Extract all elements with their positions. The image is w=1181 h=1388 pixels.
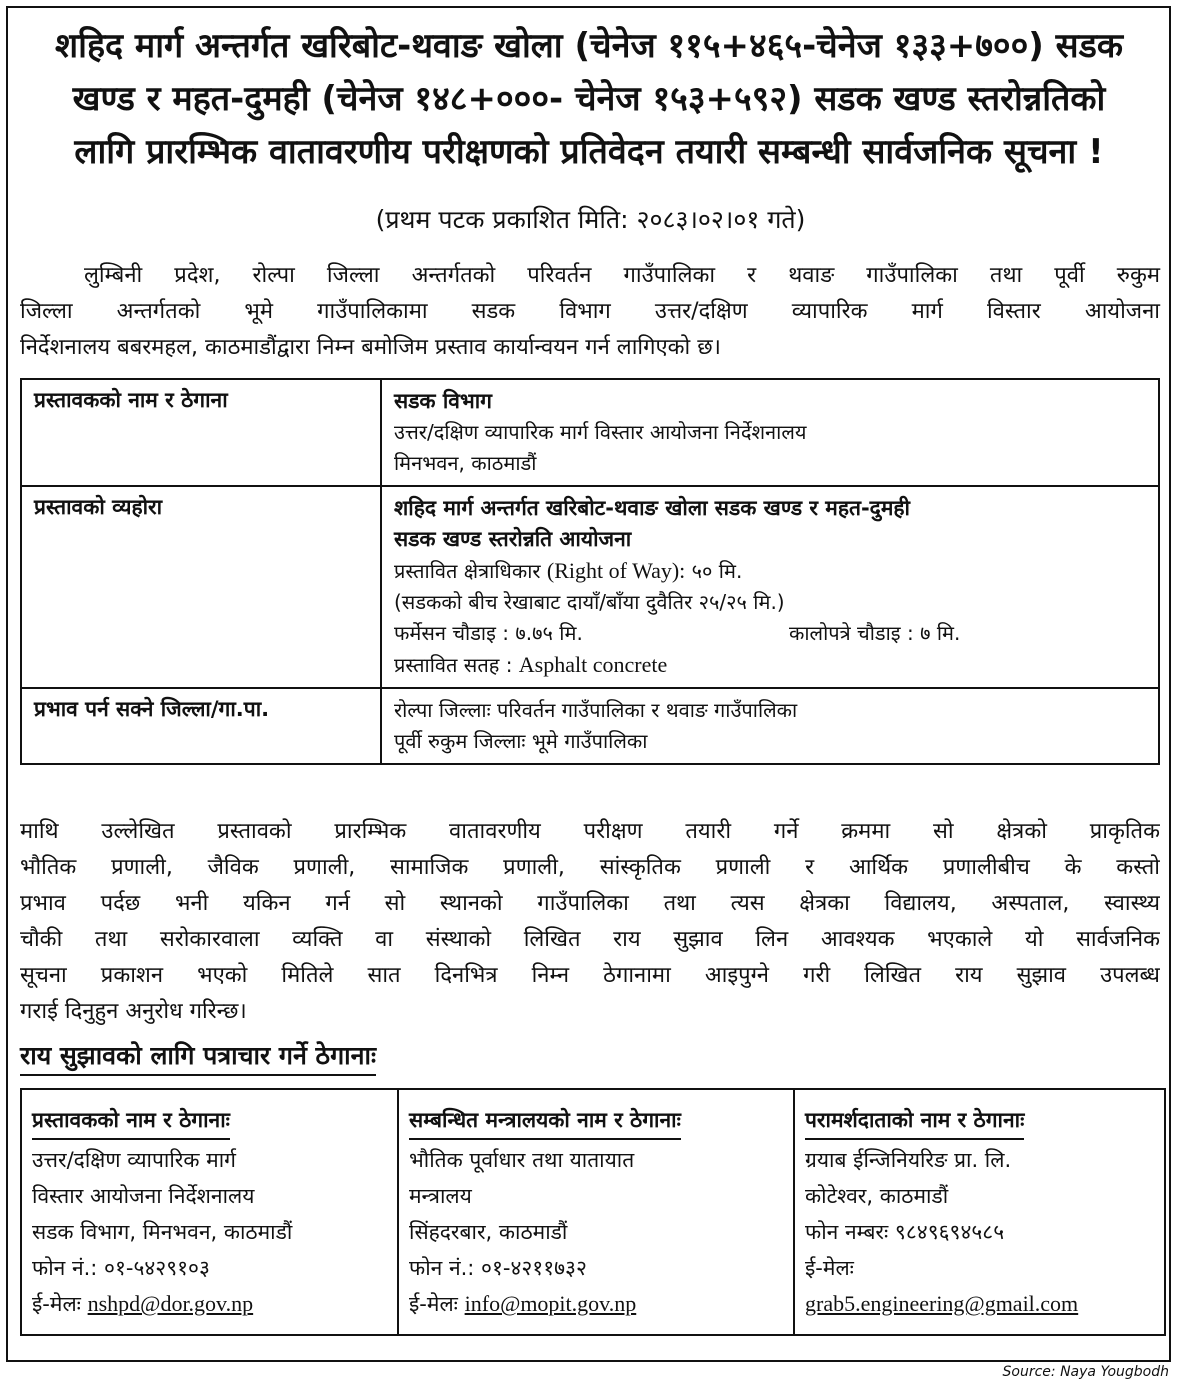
address-line: उत्तर/दक्षिण व्यापारिक मार्ग — [32, 1148, 237, 1172]
intro-line: निर्देशनालय बबरमहल, काठमाडौंद्वारा निम्न बमोजिम प्रस्ताव कार्यान्वयन गर्न लागिएको छ। — [20, 335, 722, 360]
address-box — [20, 1088, 1166, 1336]
subject-title-line: शहिद मार्ग अन्तर्गत खरिबोट-थवाङ खोला सडक खण्ड र महत-दुमही — [394, 496, 910, 520]
blacktop-width: कालोपत्रे चौडाइ : ७ मि. — [789, 621, 961, 645]
proponent-label: प्रस्तावकको नाम र ठेगाना — [21, 379, 381, 486]
surface-value: Asphalt concrete — [518, 652, 668, 677]
proponent-value — [381, 379, 1159, 486]
subject-value — [381, 486, 1159, 688]
address-column-heading: प्रस्तावकको नाम र ठेगानाः — [32, 1102, 230, 1140]
subject-label: प्रस्तावको व्यहोरा — [21, 486, 381, 688]
address-line: कोटेश्वर, काठमाडौं — [805, 1184, 949, 1208]
email-label: ई-मेलः — [409, 1292, 458, 1316]
proposal-info-table — [20, 378, 1160, 765]
formation-width: फर्मेसन चौडाइ : ७.७५ मि. — [394, 621, 583, 645]
email-label: ई-मेलः — [805, 1256, 854, 1280]
body-line: गराई दिनुहुन अनुरोध गरिन्छ। — [20, 999, 247, 1024]
address-column-proponent — [22, 1090, 399, 1334]
row-latin: (Right of Way): — [546, 558, 686, 583]
affected-value — [381, 688, 1159, 764]
address-line: फोन नं.: ०१-४२११७३२ — [409, 1256, 587, 1280]
source-credit: Source: Naya Yougbodh — [1002, 1364, 1169, 1380]
address-line: सिंहदरबार, काठमाडौं — [409, 1220, 568, 1244]
title-line: लागि प्रारम्भिक वातावरणीय परीक्षणको प्रतिवेदन तयारी सम्बन्धी सार्वजनिक सूचना ! — [74, 132, 1104, 172]
intro-line: जिल्ला अन्तर्गतको भूमे गाउँपालिकामा सडक विभाग उत्तर/दक्षिण व्यापारिक मार्ग विस्तार आयोजना — [20, 299, 1160, 324]
table-row — [21, 486, 1159, 688]
intro-paragraph — [20, 258, 1160, 366]
email-link[interactable]: nshpd@dor.gov.np — [87, 1291, 254, 1316]
address-line: भौतिक पूर्वाधार तथा यातायात — [409, 1148, 635, 1172]
subject-title-line: सडक खण्ड स्तरोन्नति आयोजना — [394, 527, 632, 551]
affected-label: प्रभाव पर्न सक्ने जिल्ला/गा.पा. — [21, 688, 381, 764]
width-row — [394, 618, 1146, 649]
address-line: फोन नं.: ०१-५४२९१०३ — [32, 1256, 210, 1280]
address-column-heading: सम्बन्धित मन्त्रालयको नाम र ठेगानाः — [409, 1102, 681, 1140]
body-line: भौतिक प्रणाली, जैविक प्रणाली, सामाजिक प्रणाली, सांस्कृतिक प्रणाली र आर्थिक प्रणालीबीच के कस्तो — [20, 855, 1160, 880]
email-link[interactable]: info@mopit.gov.np — [464, 1291, 637, 1316]
right-of-way — [394, 555, 1146, 587]
body-paragraph — [20, 814, 1160, 1030]
table-row — [21, 379, 1159, 486]
proponent-line: मिनभवन, काठमाडौं — [394, 451, 537, 475]
table-row — [21, 688, 1159, 764]
address-line: ग्रयाब ईन्जिनियरिङ प्रा. लि. — [805, 1148, 1012, 1172]
address-line: फोन नम्बरः ९८४९६९४५८५ — [805, 1220, 1005, 1244]
title-line: शहिद मार्ग अन्तर्गत खरिबोट-थवाङ खोला (चेनेज ११५+४६५-चेनेज १३३+७००) सडक — [55, 26, 1123, 66]
intro-line: लुम्बिनी प्रदेश, रोल्पा जिल्ला अन्तर्गतको परिवर्तन गाउँपालिका र थवाङ गाउँपालिका तथा पूर्वी रुकुम — [84, 263, 1160, 288]
surface-label: प्रस्तावित सतह : — [394, 653, 513, 677]
surface-row — [394, 649, 1146, 681]
body-line: सूचना प्रकाशन भएको मितिले सात दिनभित्र निम्न ठेगानामा आइपुग्ने गरी लिखित राय सुझाव उपलब्ध — [20, 963, 1160, 988]
affected-line: रोल्पा जिल्लाः परिवर्तन गाउँपालिका र थवाङ गाउँपालिका — [394, 698, 798, 722]
address-heading: राय सुझावको लागि पत्राचार गर्ने ठेगानाः — [20, 1038, 376, 1076]
address-column-consultant — [795, 1090, 1164, 1334]
email-label: ई-मेलः — [32, 1292, 81, 1316]
body-line: माथि उल्लेखित प्रस्तावको प्रारम्भिक वातावरणीय परीक्षण तयारी गर्ने क्रममा सो क्षेत्रको प्राकृतिक — [20, 819, 1160, 844]
email-row — [32, 1286, 387, 1322]
body-line: प्रभाव पर्दछ भनी यकिन गर्न सो स्थानको गाउँपालिका तथा त्यस क्षेत्रका विद्यालय, अस्पताल, स्वास्थ्य — [20, 891, 1160, 916]
address-line: सडक विभाग, मिनभवन, काठमाडौं — [32, 1220, 293, 1244]
affected-line: पूर्वी रुकुम जिल्लाः भूमे गाउँपालिका — [394, 729, 648, 753]
email-link[interactable]: grab5.engineering@gmail.com — [805, 1291, 1079, 1316]
notice-title — [14, 20, 1164, 179]
address-column-ministry — [399, 1090, 795, 1334]
body-line: चौकी तथा सरोकारवाला व्यक्ति वा संस्थाको लिखित राय सुझाव लिन आवश्यक भएकाले यो सार्वजनिक — [20, 927, 1160, 952]
address-line: विस्तार आयोजना निर्देशनालय — [32, 1184, 255, 1208]
proponent-line: उत्तर/दक्षिण व्यापारिक मार्ग विस्तार आयोजना निर्देशनालय — [394, 420, 807, 444]
title-line: खण्ड र महत-दुमही (चेनेज १४८+०००- चेनेज १५३+५९२) सडक खण्ड स्तरोन्नतिको — [72, 79, 1106, 119]
row-value: ५० मि. — [691, 559, 743, 583]
published-date: (प्रथम पटक प्रकाशित मिति: २०८३।०२।०१ गते) — [375, 205, 806, 234]
address-line: मन्त्रालय — [409, 1184, 472, 1208]
email-row — [409, 1286, 783, 1322]
email-row — [805, 1250, 1154, 1286]
proponent-name: सडक विभाग — [394, 389, 493, 413]
address-column-heading: परामर्शदाताको नाम र ठेगानाः — [805, 1102, 1024, 1140]
row-note: (सडकको बीच रेखाबाट दायाँ/बाँया दुवैतिर २५/२५ मि.) — [394, 590, 785, 614]
row-prefix: प्रस्तावित क्षेत्राधिकार — [394, 559, 541, 583]
